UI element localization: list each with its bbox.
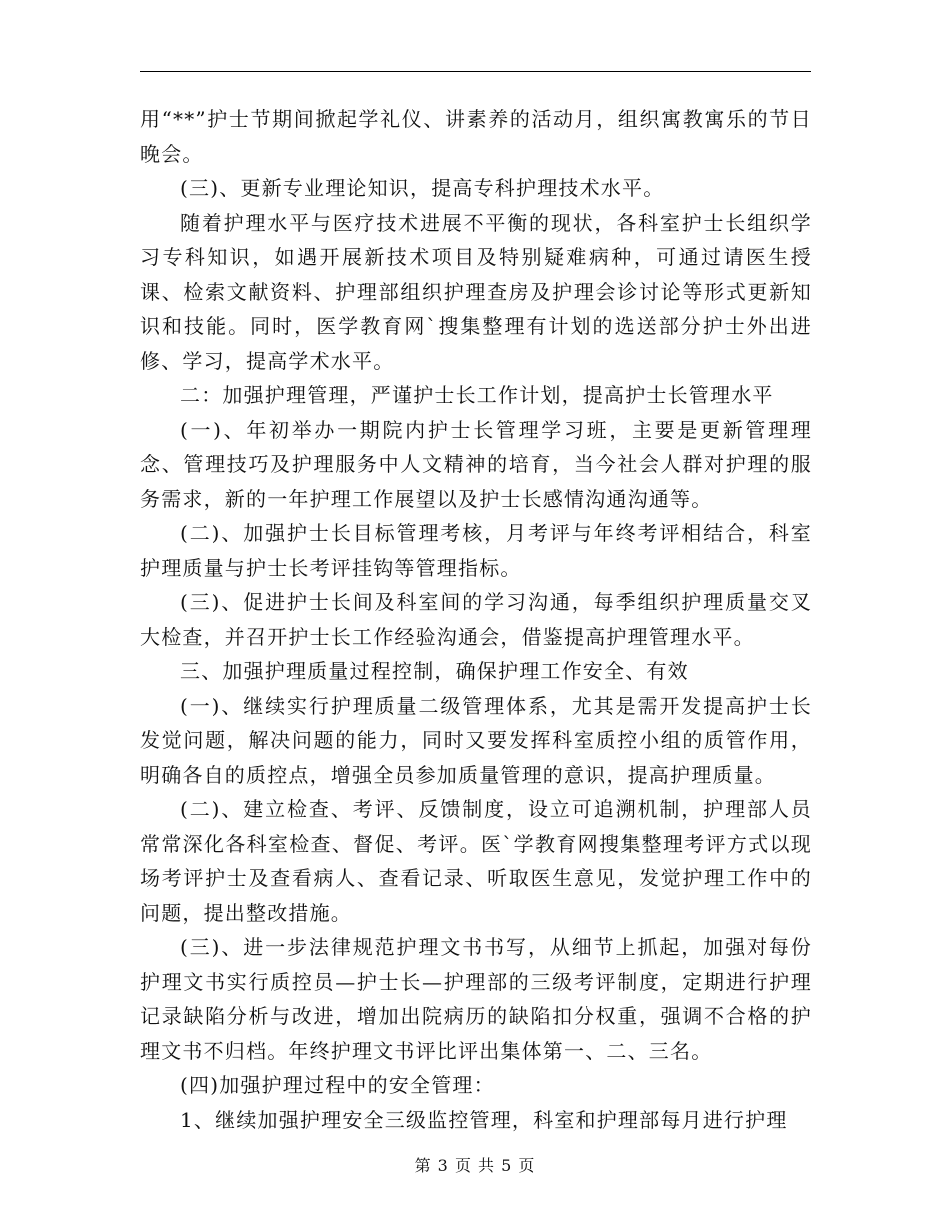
paragraph: (三)、更新专业理论知识，提高专科护理技术水平。: [180, 176, 665, 200]
paragraph: 随着护理水平与医疗技术进展不平衡的现状，各科室护士长组织学习专科知识，如遇开展新技术项目及特别疑难病种，可通过请医生授课、检索文献资料、护理部组织护理查房及护理会诊讨论等形式更新知识和技能。同时，医学教育网`搜集整理有计划的选送部分护士外出进修、学习，提高学术水平。: [140, 210, 812, 373]
header-rule: [140, 71, 811, 72]
section-heading: 三、加强护理质量过程控制，确保护理工作安全、有效: [180, 659, 689, 683]
section-heading: 二：加强护理管理，严谨护士长工作计划，提高护士长管理水平: [180, 383, 774, 407]
document-body: [140, 102, 812, 1137]
paragraph: (四)加强护理过程中的安全管理：: [180, 1073, 495, 1097]
page-number: 第 3 页 共 5 页: [414, 1156, 536, 1175]
paragraph: (二)、加强护士长目标管理考核，月考评与年终考评相结合，科室护理质量与护士长考评挂钩等管理指标。: [140, 521, 812, 580]
paragraph: (三)、促进护士长间及科室间的学习沟通，每季组织护理质量交叉大检查，并召开护士长工作经验沟通会，借鉴提高护理管理水平。: [140, 590, 812, 649]
paragraph: (一)、继续实行护理质量二级管理体系，尤其是需开发提高护士长发觉问题，解决问题的能力，同时又要发挥科室质控小组的质管作用，明确各自的质控点，增强全员参加质量管理的意识，提高护理质量。: [140, 693, 812, 787]
paragraph: (二)、建立检查、考评、反馈制度，设立可追溯机制，护理部人员常常深化各科室检查、督促、考评。医`学教育网搜集整理考评方式以现场考评护士及查看病人、查看记录、听取医生意见，发觉护理工作中的问题，提出整改措施。: [140, 797, 812, 925]
paragraph: 用“**”护士节期间掀起学礼仪、讲素养的活动月，组织寓教寓乐的节日晚会。: [140, 107, 812, 166]
paragraph: 1、继续加强护理安全三级监控管理，科室和护理部每月进行护理: [180, 1107, 788, 1132]
paragraph: (一)、年初举办一期院内护士长管理学习班，主要是更新管理理念、管理技巧及护理服务中人文精神的培育，当今社会人群对护理的服务需求，新的一年护理工作展望以及护士长感情沟通沟通等。: [140, 417, 812, 511]
paragraph: (三)、进一步法律规范护理文书书写，从细节上抓起，加强对每份护理文书实行质控员—护士长—护理部的三级考评制度，定期进行护理记录缺陷分析与改进，增加出院病历的缺陷扣分权重，强调不合格的护理文书不归档。年终护理文书评比评出集体第一、二、三名。: [140, 935, 812, 1063]
